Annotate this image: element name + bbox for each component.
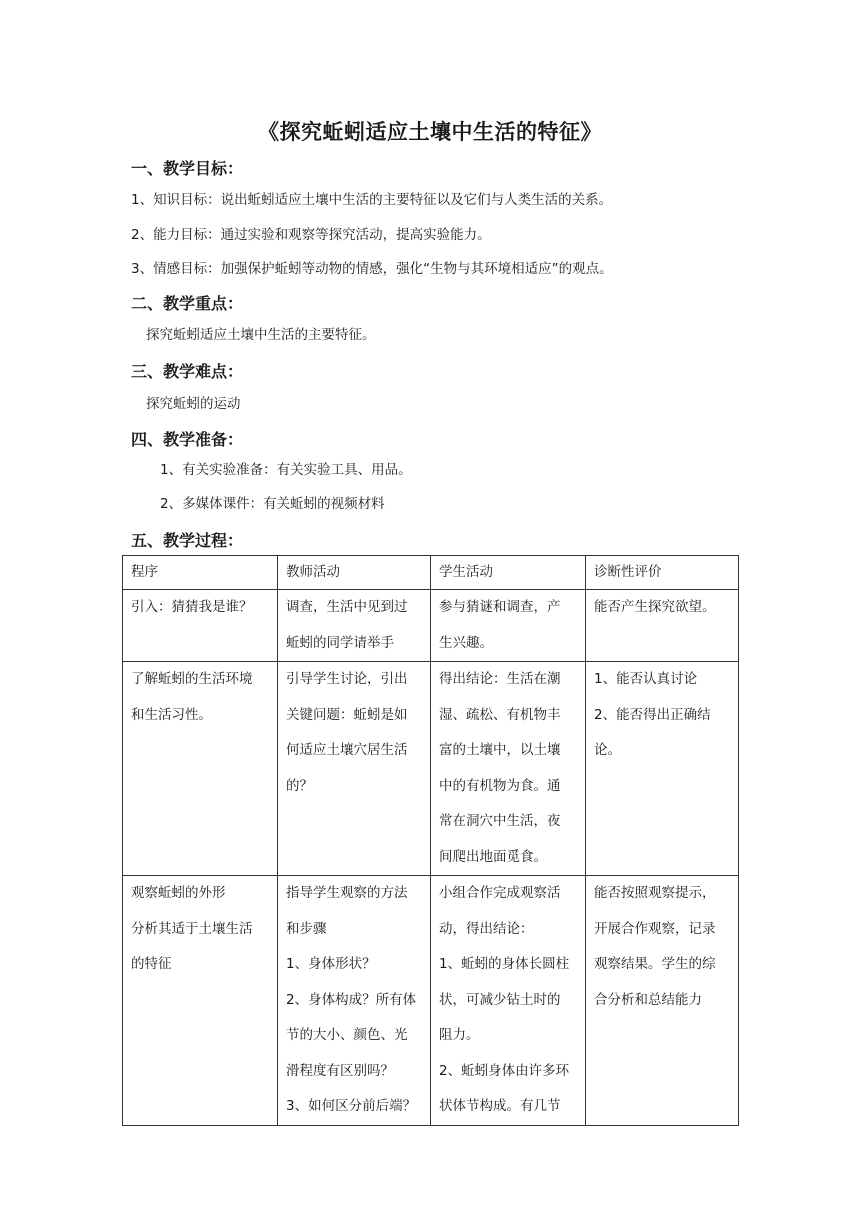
preparation-1: 1、有关实验准备：有关实验工具、用品。: [160, 462, 412, 478]
heading-key-points: 二、教学重点：: [131, 294, 244, 313]
cell-line: 2、蚯蚓身体由许多环: [439, 1062, 570, 1079]
cell-line: 和生活习性。: [131, 706, 212, 723]
cell-line: 2、能否得出正确结: [594, 706, 711, 723]
table-header-row: [123, 556, 739, 590]
header-cell-procedure: 程序: [123, 556, 278, 590]
cell-line: 状，可减少钻土时的: [439, 991, 561, 1008]
table-row: [123, 876, 739, 1126]
preparation-2: 2、多媒体课件：有关蚯蚓的视频材料: [160, 496, 385, 512]
cell-line: 何适应土壤穴居生活: [286, 742, 408, 758]
cell-line: 蚯蚓的同学请举手: [286, 634, 394, 651]
cell-line: 1、蚯蚓的身体长圆柱: [439, 956, 570, 972]
table-cell: [431, 876, 586, 1126]
objective-2: 2、能力目标：通过实验和观察等探究活动，提高实验能力。: [131, 227, 491, 243]
cell-line: 能否产生探究欲望。: [594, 599, 716, 615]
table-cell: [123, 590, 278, 662]
table-cell: [123, 876, 278, 1126]
table-cell: [431, 662, 586, 876]
cell-line: 1、能否认真讨论: [594, 671, 698, 687]
heading-preparation: 四、教学准备：: [131, 430, 244, 449]
cell-line: 生兴趣。: [439, 634, 493, 651]
cell-line: 常在洞穴中生活，夜: [439, 813, 561, 829]
cell-line: 关键问题：蚯蚓是如: [286, 706, 408, 723]
cell-line: 的特征: [131, 956, 172, 972]
cell-line: 开展合作观察，记录: [594, 920, 716, 937]
cell-line: 指导学生观察的方法: [286, 885, 408, 901]
cell-line: 间爬出地面觅食。: [439, 848, 547, 865]
cell-line: 得出结论：生活在潮: [439, 671, 561, 687]
objective-3: 3、情感目标：加强保护蚯蚓等动物的情感，强化“生物与其环境相适应”的观点。: [131, 261, 613, 277]
cell-line: 参与猜谜和调查，产: [439, 599, 561, 615]
table-cell: [431, 590, 586, 662]
table-cell: [586, 590, 739, 662]
heading-difficulties: 三、教学难点：: [131, 362, 244, 381]
cell-line: 论。: [594, 742, 621, 758]
cell-line: 能否按照观察提示，: [594, 885, 716, 901]
cell-line: 阻力。: [439, 1027, 480, 1043]
table-cell: [123, 662, 278, 876]
cell-line: 2、身体构成？所有体: [286, 991, 417, 1008]
heading-objectives: 一、教学目标：: [131, 159, 244, 178]
cell-line: 引入：猜猜我是谁？: [131, 599, 253, 615]
table-row: [123, 662, 739, 876]
cell-line: 和步骤: [286, 920, 327, 937]
cell-line: 调查，生活中见到过: [286, 599, 408, 615]
cell-line: 1、身体形状？: [286, 956, 376, 972]
difficulties-text: 探究蚯蚓的运动: [146, 396, 241, 412]
cell-line: 节的大小、颜色、光: [286, 1027, 408, 1043]
table-cell: [278, 662, 431, 876]
cell-line: 状体节构成。有几节: [439, 1098, 561, 1114]
table-cell: [586, 876, 739, 1126]
header-cell-teacher: 教师活动: [278, 556, 431, 590]
cell-line: 的？: [286, 777, 313, 794]
header-cell-evaluation: 诊断性评价: [586, 556, 739, 590]
cell-line: 富的土壤中，以土壤: [439, 742, 561, 758]
table-cell: [278, 590, 431, 662]
cell-line: 动，得出结论：: [439, 920, 534, 937]
process-table: [122, 555, 739, 1126]
table-row: [123, 590, 739, 662]
document-title: 《探究蚯蚓适应土壤中生活的特征》: [258, 120, 602, 144]
cell-line: 引导学生讨论，引出: [286, 671, 408, 687]
objective-1: 1、知识目标：说出蚯蚓适应土壤中生活的主要特征以及它们与人类生活的关系。: [131, 192, 613, 208]
cell-line: 滑程度有区别吗？: [286, 1062, 394, 1079]
cell-line: 了解蚯蚓的生活环境: [131, 671, 253, 687]
header-cell-student: 学生活动: [431, 556, 586, 590]
cell-line: 3、如何区分前后端？: [286, 1098, 417, 1114]
heading-process: 五、教学过程：: [131, 531, 244, 550]
cell-line: 合分析和总结能力: [594, 991, 702, 1008]
cell-line: 观察结果。学生的综: [594, 956, 716, 972]
cell-line: 观察蚯蚓的外形: [131, 885, 226, 901]
table-cell: [586, 662, 739, 876]
cell-line: 中的有机物为食。通: [439, 777, 561, 794]
cell-line: 湿、疏松、有机物丰: [439, 706, 561, 723]
table-cell: [278, 876, 431, 1126]
cell-line: 分析其适于土壤生活: [131, 920, 253, 937]
key-points-text: 探究蚯蚓适应土壤中生活的主要特征。: [146, 327, 376, 343]
cell-line: 小组合作完成观察活: [439, 885, 561, 901]
